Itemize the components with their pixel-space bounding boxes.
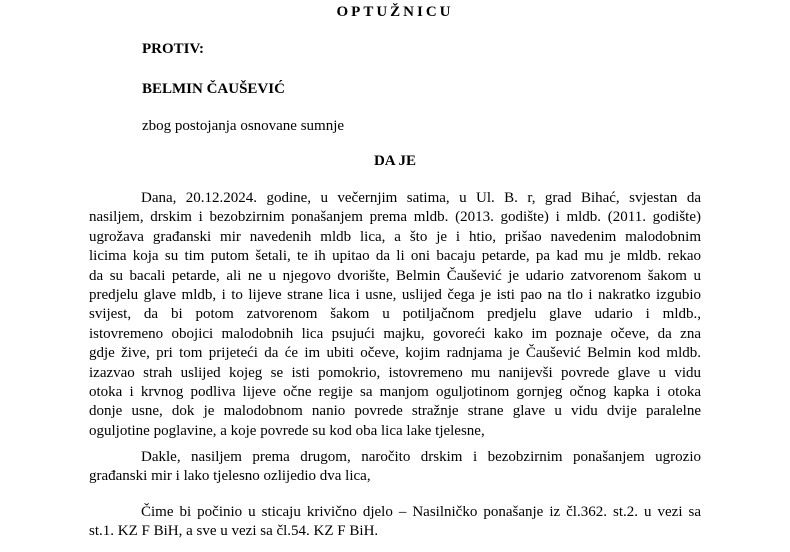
- paragraph-line: Dakle, nasiljem prema drugom, naročito drskim i bezobzirnim ponašanjem ugrozio: [141, 449, 701, 465]
- grounds-text: zbog postojanja osnovane sumnje: [142, 118, 345, 134]
- paragraph-line: licima koja su tim putom šetali, te ih upitao da li oni bacaju petarde, pa kad mu je mldb. rekao: [89, 248, 701, 265]
- paragraph-line: Dana, 20.12.2024. godine, u večernjim satima, u Ul. B. r, grad Bihać, svjestan da: [141, 190, 701, 206]
- paragraph-line: istovremeno obojici malodobnih lica psujući majku, govoreći kako im poznaje očeve, da zna: [89, 325, 701, 342]
- paragraph-line: donje usne, dok je malodobnom nanio povrede stražnje strane glave u vidu dvije paralelne: [89, 403, 701, 420]
- paragraph-line: svijest, da bi potom zatvorenom šakom u potiljačnom predjelu glave udario i mldb.,: [89, 306, 701, 323]
- paragraph-line: da su bacali petarde, ali ne u njegovo dvorište, Belmin Čaušević je udario zatvorenom šakom u: [89, 267, 701, 284]
- paragraph-line: Čime bi počinio u sticaju krivično djelo – Nasilničko ponašanje iz čl.362. st.2. u vezi sa: [141, 504, 701, 520]
- paragraph-line: st.1. KZ F BiH, a sve u vezi sa čl.54. KZ F BiH.: [89, 523, 379, 540]
- paragraph-line: gdje žive, pri tom prijeteći da će im ubiti očeve, kojim radnjama je Čaušević Belmin kod mldb.: [89, 345, 701, 362]
- indictment-paragraph-2: [89, 448, 701, 487]
- da-je-heading: DA JE: [373, 153, 417, 169]
- indictment-paragraph-3: [89, 503, 701, 542]
- paragraph-line: izazvao strah uslijed kojeg se isti pomokrio, istovremeno mu nanijevši povrede glave u vidu: [89, 364, 701, 381]
- paragraph-line: građanski mir i lako tjelesno ozlijedio dva lica,: [89, 468, 371, 485]
- paragraph-line: predjelu glave mldb, i to lijeve strane lica i usne, uslijed čega je isti pao na tlo i nakratko izgubio: [89, 287, 701, 304]
- against-label: PROTIV:: [142, 41, 204, 57]
- paragraph-line: nasiljem, drskim i bezobzirnim ponašanjem prema mldb. (2013. godište) i mldb. (2011. godište): [89, 209, 701, 226]
- document-title: OPTUŽNICU: [336, 4, 454, 20]
- paragraph-line: oguljotine poglavine, a koje povrede su kod oba lica lake tjelesne,: [89, 422, 485, 439]
- paragraph-line: ugrožava građanski mir navedenih mldb lica, a što je i htio, prišao navedenim malodobnim: [89, 228, 701, 245]
- accused-name: BELMIN ČAUŠEVIĆ: [142, 81, 285, 97]
- indictment-paragraph-1: [89, 189, 701, 441]
- paragraph-line: otoka i krvnog podliva lijeve očne regije sa manjom oguljotinom gornjeg očnog kapka i otoka: [89, 384, 701, 401]
